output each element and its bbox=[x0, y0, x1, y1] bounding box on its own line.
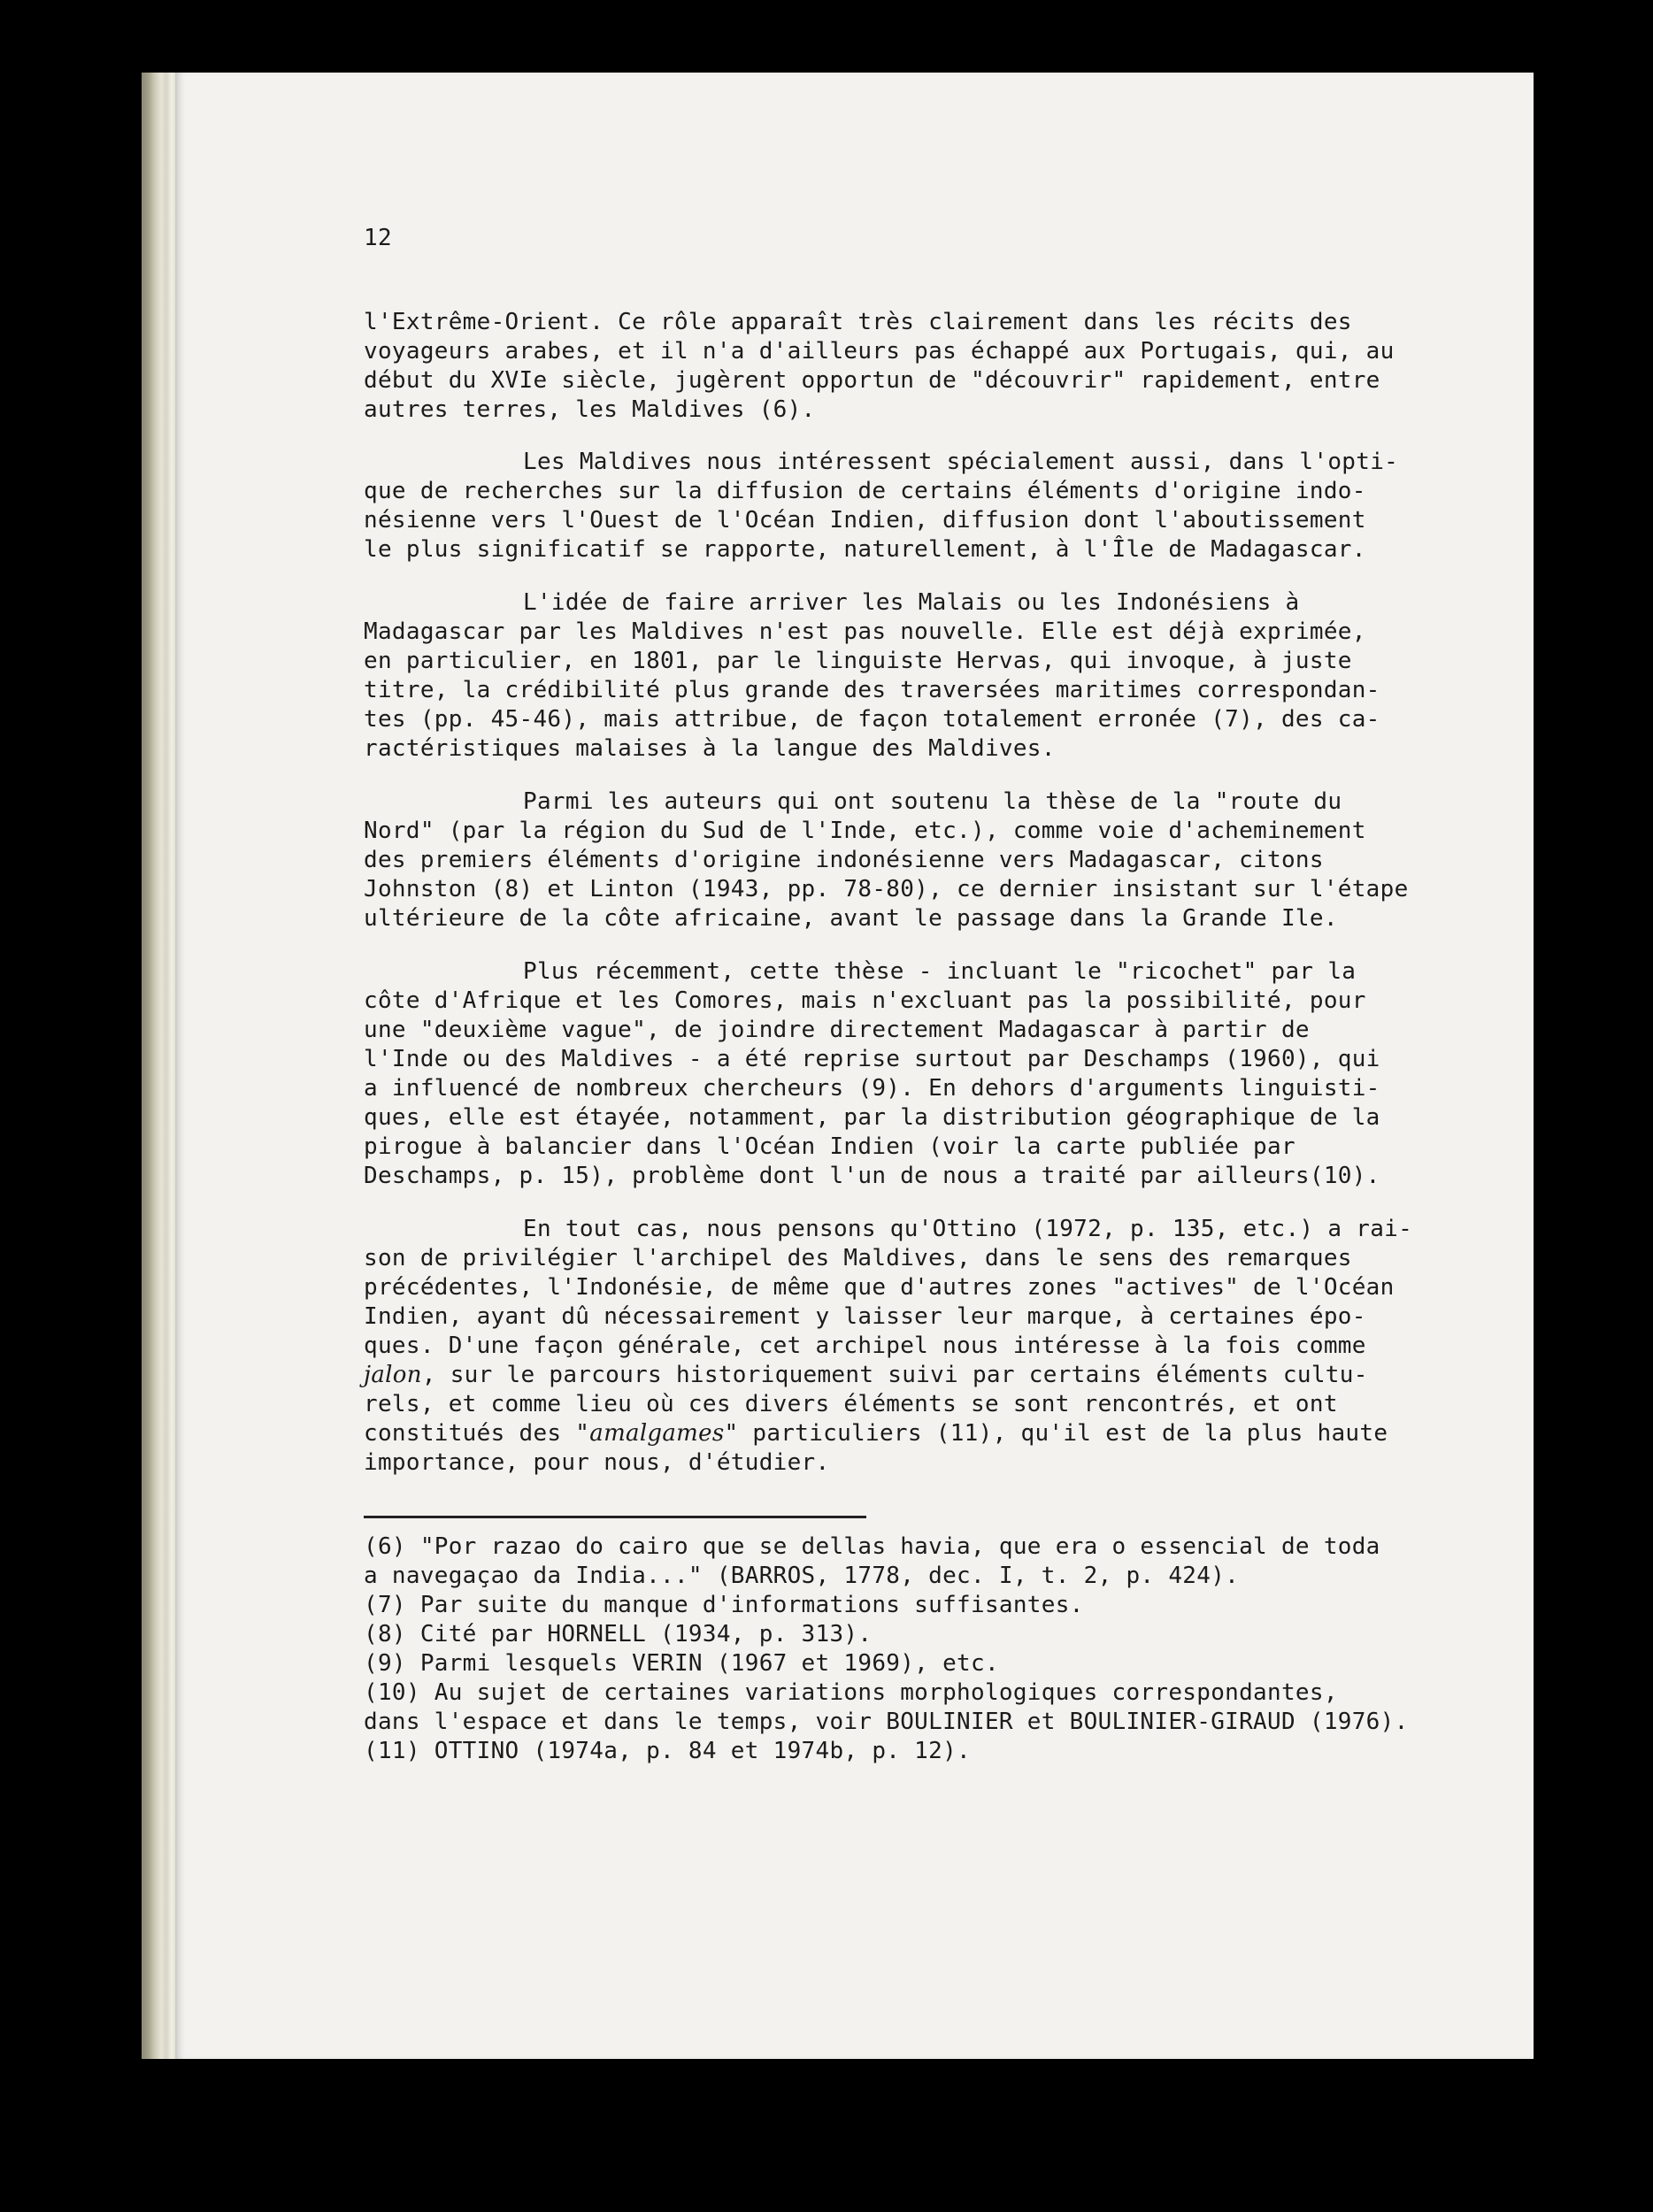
italic-term-jalon: jalon bbox=[364, 1362, 422, 1388]
paragraph-5-line-6: ques, elle est étayée, notamment, par la distribution géographique de la bbox=[364, 1104, 1380, 1131]
paragraph-3-line-3: en particulier, en 1801, par le linguiste Hervas, qui invoque, à juste bbox=[364, 648, 1352, 674]
paragraph-6-line-5: ques. D'une façon générale, cet archipel nous intéresse à la fois comme bbox=[364, 1333, 1366, 1359]
paragraph-1-line-3: début du XVIe siècle, jugèrent opportun de "découvrir" rapidement, entre bbox=[364, 367, 1380, 394]
paragraph-5-line-3: une "deuxième vague", de joindre directement Madagascar à partir de bbox=[364, 1017, 1310, 1043]
footnote-7: (7) Par suite du manque d'informations suffisantes. bbox=[364, 1592, 1084, 1618]
paragraph-4-line-3: des premiers éléments d'origine indonésienne vers Madagascar, citons bbox=[364, 847, 1324, 873]
line-text: " particuliers (11), qu'il est de la plus haute bbox=[724, 1420, 1388, 1447]
footnote-6-line-2: a navegaçao da India..." (BARROS, 1778, dec. I, t. 2, p. 424). bbox=[364, 1563, 1240, 1589]
paragraph-6-line-6 bbox=[364, 1361, 1368, 1390]
footnote-10-line-2: dans l'espace et dans le temps, voir BOULINIER et BOULINIER-GIRAUD (1976). bbox=[364, 1709, 1409, 1735]
paragraph-5-line-5: a influencé de nombreux chercheurs (9). En dehors d'arguments linguisti- bbox=[364, 1075, 1380, 1102]
paragraph-1-line-2: voyageurs arabes, et il n'a d'ailleurs pas échappé aux Portugais, qui, au bbox=[364, 338, 1395, 365]
paragraph-2-line-3: nésienne vers l'Ouest de l'Océan Indien, diffusion dont l'aboutissement bbox=[364, 507, 1366, 534]
footnote-separator bbox=[364, 1516, 866, 1518]
paragraph-2-line-4: le plus significatif se rapporte, naturellement, à l'Île de Madagascar. bbox=[364, 536, 1366, 563]
paragraph-6-line-7: rels, et comme lieu où ces divers éléments se sont rencontrés, et ont bbox=[364, 1391, 1338, 1417]
paragraph-5-line-4: l'Inde ou des Maldives - a été reprise surtout par Deschamps (1960), qui bbox=[364, 1046, 1380, 1072]
page-edges bbox=[142, 73, 177, 2059]
paragraph-1-line-4: autres terres, les Maldives (6). bbox=[364, 396, 816, 423]
paragraph-4-line-2: Nord" (par la région du Sud de l'Inde, etc.), comme voie d'acheminement bbox=[364, 818, 1366, 844]
paragraph-4-line-1: Parmi les auteurs qui ont soutenu la thèse de la "route du bbox=[523, 788, 1342, 815]
paragraph-5-line-2: côte d'Afrique et les Comores, mais n'excluant pas la possibilité, pour bbox=[364, 987, 1366, 1014]
footnote-9: (9) Parmi lesquels VERIN (1967 et 1969), etc. bbox=[364, 1650, 999, 1677]
paragraph-5-line-1: Plus récemment, cette thèse - incluant le "ricochet" par la bbox=[523, 958, 1357, 985]
paragraph-6-line-2: son de privilégier l'archipel des Maldives, dans le sens des remarques bbox=[364, 1245, 1352, 1271]
paragraph-2-line-1: Les Maldives nous intéressent spécialement aussi, dans l'opti- bbox=[523, 449, 1399, 475]
paragraph-5-line-8: Deschamps, p. 15), problème dont l'un de nous a traité par ailleurs(10). bbox=[364, 1163, 1380, 1189]
paragraph-5-line-7: pirogue à balancier dans l'Océan Indien (voir la carte publiée par bbox=[364, 1133, 1295, 1160]
paragraph-3-line-1: L'idée de faire arriver les Malais ou les Indonésiens à bbox=[523, 589, 1300, 616]
paragraph-6-line-1: En tout cas, nous pensons qu'Ottino (1972, p. 135, etc.) a rai- bbox=[523, 1216, 1413, 1242]
paragraph-3-line-6: ractéristiques malaises à la langue des Maldives. bbox=[364, 735, 1056, 762]
line-text: constitués des " bbox=[364, 1420, 590, 1447]
line-text: , sur le parcours historiquement suivi par certains éléments cultu- bbox=[421, 1362, 1368, 1388]
footnote-8: (8) Cité par HORNELL (1934, p. 313). bbox=[364, 1621, 873, 1647]
paragraph-3-line-4: titre, la crédibilité plus grande des traversées maritimes correspondan- bbox=[364, 677, 1380, 703]
paragraph-6-line-3: précédentes, l'Indonésie, de même que d'autres zones "actives" de l'Océan bbox=[364, 1274, 1395, 1301]
footnote-10-line-1: (10) Au sujet de certaines variations morphologiques correspondantes, bbox=[364, 1679, 1338, 1706]
page-number: 12 bbox=[364, 225, 392, 251]
paragraph-1-line-1: l'Extrême-Orient. Ce rôle apparaît très clairement dans les récits des bbox=[364, 309, 1352, 335]
paragraph-6-line-9: importance, pour nous, d'étudier. bbox=[364, 1449, 830, 1476]
paragraph-3-line-5: tes (pp. 45-46), mais attribue, de façon totalement erronée (7), des ca- bbox=[364, 706, 1380, 733]
italic-term-amalgames: amalgames bbox=[589, 1420, 725, 1447]
footnote-6-line-1: (6) "Por razao do cairo que se dellas havia, que era o essencial de toda bbox=[364, 1533, 1380, 1560]
paragraph-4-line-4: Johnston (8) et Linton (1943, pp. 78-80), ce dernier insistant sur l'étape bbox=[364, 876, 1409, 902]
paragraph-3-line-2: Madagascar par les Maldives n'est pas nouvelle. Elle est déjà exprimée, bbox=[364, 618, 1366, 645]
paragraph-4-line-5: ultérieure de la côte africaine, avant le passage dans la Grande Ile. bbox=[364, 905, 1338, 932]
paragraph-6-line-4: Indien, ayant dû nécessairement y laisser leur marque, à certaines épo- bbox=[364, 1303, 1366, 1330]
paragraph-6-line-8 bbox=[364, 1419, 1388, 1448]
footnote-11: (11) OTTINO (1974a, p. 84 et 1974b, p. 12). bbox=[364, 1738, 971, 1764]
paragraph-2-line-2: que de recherches sur la diffusion de certains éléments d'origine indo- bbox=[364, 478, 1366, 504]
